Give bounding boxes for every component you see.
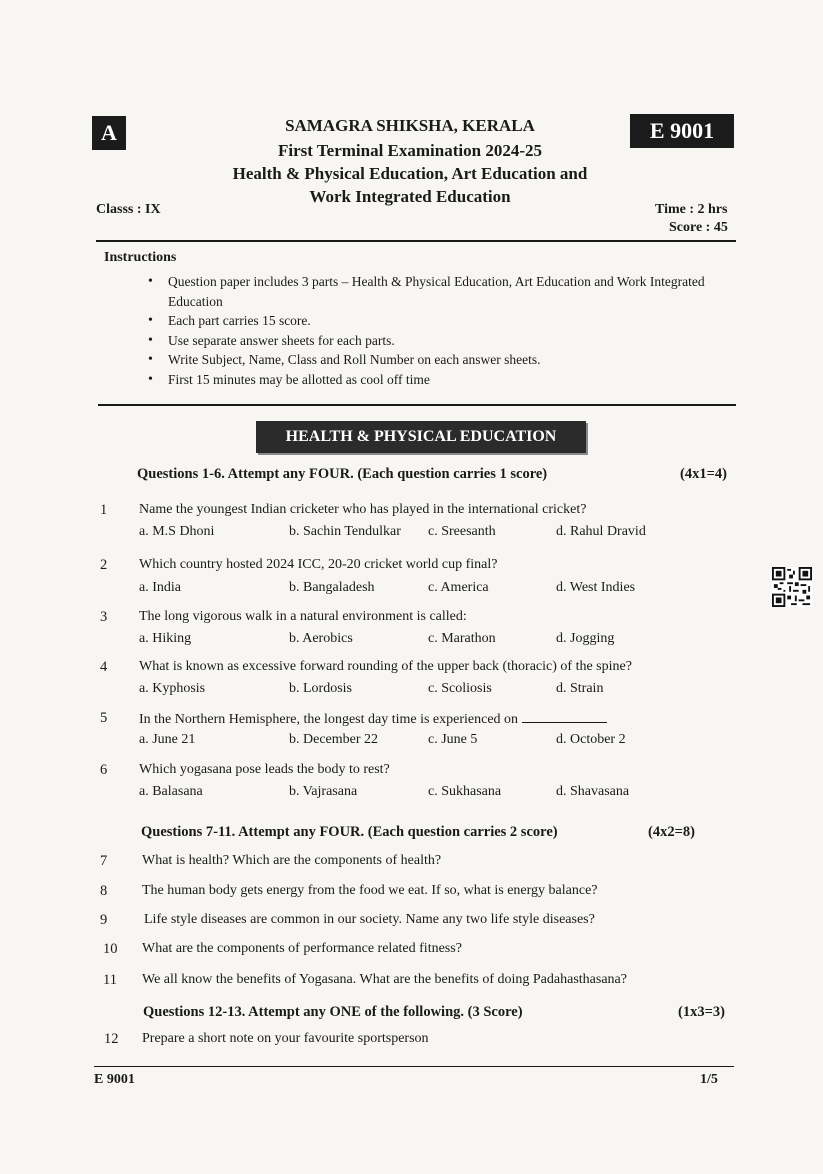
instruction-item: • Write Subject, Name, Class and Roll Number on each answer sheets. xyxy=(148,350,743,370)
section-title: HEALTH & PHYSICAL EDUCATION xyxy=(256,421,586,453)
instruction-item: • Question paper includes 3 parts – Health & Physical Education, Art Education and Work Integrated Education xyxy=(148,272,743,311)
option-b: b. Sachin Tendulkar xyxy=(289,524,401,539)
instructions-rule xyxy=(98,404,736,406)
question-text: Name the youngest Indian cricketer who has played in the international cricket? xyxy=(139,502,587,517)
option-c: c. June 5 xyxy=(428,732,478,747)
option-c: c. America xyxy=(428,580,489,595)
option-b: b. Vajrasana xyxy=(289,784,358,799)
footer-paper-code: E 9001 xyxy=(94,1072,135,1087)
option-b: b. Bangaladesh xyxy=(289,580,375,595)
paper-code-box: E 9001 xyxy=(630,114,734,148)
instruction-item: • Use separate answer sheets for each parts. xyxy=(148,331,743,351)
question-text: The human body gets energy from the food we eat. If so, what is energy balance? xyxy=(142,883,598,898)
instruction-item: • First 15 minutes may be allotted as cool off time xyxy=(148,370,743,390)
option-d: d. Strain xyxy=(556,681,604,696)
group2-marks: (4x2=8) xyxy=(648,824,695,840)
option-b: b. Aerobics xyxy=(289,631,353,646)
page-number: 1/5 xyxy=(700,1072,718,1087)
option-b: b. December 22 xyxy=(289,732,379,747)
question-text xyxy=(139,710,607,728)
class-label: Classs : IX xyxy=(96,202,161,217)
answer-blank xyxy=(522,710,607,723)
instructions-title: Instructions xyxy=(104,250,177,265)
question-text: What are the components of performance related fitness? xyxy=(142,941,462,956)
group1-heading: Questions 1-6. Attempt any FOUR. (Each question carries 1 score) xyxy=(137,466,548,482)
option-d: d. October 2 xyxy=(556,732,626,747)
group3-heading: Questions 12-13. Attempt any ONE of the following. (3 Score) xyxy=(143,1004,523,1020)
group2-heading: Questions 7-11. Attempt any FOUR. (Each question carries 2 score) xyxy=(141,824,558,840)
question-text: We all know the benefits of Yogasana. What are the benefits of doing Padahasthasana? xyxy=(142,972,627,987)
question-text: The long vigorous walk in a natural environment is called: xyxy=(139,609,467,624)
question-text: Which country hosted 2024 ICC, 20-20 cricket world cup final? xyxy=(139,557,498,572)
option-a: a. M.S Dhoni xyxy=(139,524,215,539)
question-number: 6 xyxy=(100,762,108,778)
option-c: c. Marathon xyxy=(428,631,496,646)
group1-marks: (4x1=4) xyxy=(680,466,727,482)
option-d: d. Rahul Dravid xyxy=(556,524,646,539)
option-d: d. West Indies xyxy=(556,580,636,595)
header-rule xyxy=(96,240,736,242)
option-c: c. Scoliosis xyxy=(428,681,492,696)
question-text: What is health? Which are the components of health? xyxy=(142,853,442,868)
qr-code-icon xyxy=(772,567,812,607)
question-text: What is known as excessive forward rounding of the upper back (thoracic) of the spine? xyxy=(139,659,632,674)
question-text: Prepare a short note on your favourite sportsperson xyxy=(142,1031,429,1046)
question-text-content: In the Northern Hemisphere, the longest day time is experienced on xyxy=(139,712,519,727)
question-number: 3 xyxy=(100,609,108,625)
option-a: a. June 21 xyxy=(139,732,196,747)
question-number: 10 xyxy=(103,941,118,957)
set-label-box: A xyxy=(92,116,126,150)
option-a: a. Balasana xyxy=(139,784,203,799)
footer-rule xyxy=(94,1066,734,1067)
group3-marks: (1x3=3) xyxy=(678,1004,725,1020)
option-a: a. India xyxy=(139,580,181,595)
org-title: SAMAGRA SHIKSHA, KERALA xyxy=(285,116,535,135)
question-number: 1 xyxy=(100,502,108,518)
instruction-item: • Each part carries 15 score. xyxy=(148,311,743,331)
option-b: b. Lordosis xyxy=(289,681,352,696)
question-number: 7 xyxy=(100,853,108,869)
option-a: a. Kyphosis xyxy=(139,681,206,696)
subject-line-1: Health & Physical Education, Art Education and xyxy=(232,164,588,183)
question-number: 11 xyxy=(103,972,117,988)
question-number: 8 xyxy=(100,883,108,899)
option-c: c. Sukhasana xyxy=(428,784,502,799)
option-c: c. Sreesanth xyxy=(428,524,496,539)
question-number: 5 xyxy=(100,710,108,726)
exam-title: First Terminal Examination 2024-25 xyxy=(278,141,542,160)
instructions-list xyxy=(148,272,743,389)
option-d: d. Shavasana xyxy=(556,784,630,799)
option-d: d. Jogging xyxy=(556,631,615,646)
question-text: Life style diseases are common in our society. Name any two life style diseases? xyxy=(144,912,595,927)
option-a: a. Hiking xyxy=(139,631,192,646)
question-number: 2 xyxy=(100,557,108,573)
question-number: 12 xyxy=(104,1031,119,1047)
time-label: Time : 2 hrs xyxy=(655,202,728,217)
question-number: 9 xyxy=(100,912,108,928)
score-label: Score : 45 xyxy=(669,220,728,235)
subject-line-2: Work Integrated Education xyxy=(309,187,511,206)
question-text: Which yogasana pose leads the body to rest? xyxy=(139,762,390,777)
question-number: 4 xyxy=(100,659,108,675)
